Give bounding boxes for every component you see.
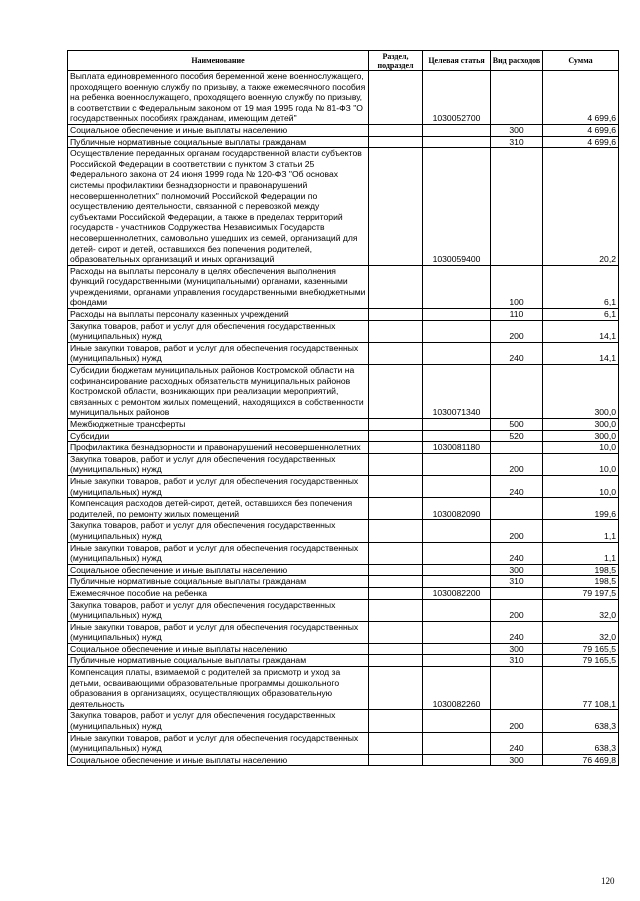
cell-section xyxy=(369,136,423,148)
cell-type xyxy=(491,498,543,520)
table-row xyxy=(68,136,619,148)
cell-target xyxy=(423,542,491,564)
cell-name: Компенсация платы, взимаемой с родителей за присмотр и уход за детьми, осваивающими образовательные программы дошкольного образования в организациях, осуществляющих образовательную деятельность xyxy=(68,667,369,710)
cell-type: 200 xyxy=(491,520,543,542)
table-row xyxy=(68,576,619,588)
table-row xyxy=(68,599,619,621)
cell-name: Иные закупки товаров, работ и услуг для обеспечения государственных (муниципальных) нужд xyxy=(68,342,369,364)
cell-section xyxy=(369,667,423,710)
table-row xyxy=(68,498,619,520)
cell-name: Закупка товаров, работ и услуг для обеспечения государственных (муниципальных) нужд xyxy=(68,520,369,542)
cell-name: Публичные нормативные социальные выплаты гражданам xyxy=(68,655,369,667)
cell-name: Публичные нормативные социальные выплаты гражданам xyxy=(68,576,369,588)
cell-name: Иные закупки товаров, работ и услуг для обеспечения государственных (муниципальных) нужд xyxy=(68,732,369,754)
cell-section xyxy=(369,621,423,643)
cell-section xyxy=(369,442,423,454)
cell-section xyxy=(369,265,423,308)
table-row xyxy=(68,710,619,732)
table-row xyxy=(68,265,619,308)
cell-type xyxy=(491,442,543,454)
cell-sum: 10,0 xyxy=(543,475,619,497)
cell-name: Межбюджетные трансферты xyxy=(68,419,369,431)
cell-name: Иные закупки товаров, работ и услуг для обеспечения государственных (муниципальных) нужд xyxy=(68,542,369,564)
cell-type: 300 xyxy=(491,564,543,576)
cell-type: 500 xyxy=(491,419,543,431)
header-target: Целевая статья xyxy=(423,51,491,71)
table-row xyxy=(68,442,619,454)
cell-target: 1030052700 xyxy=(423,71,491,125)
cell-target: 1030082090 xyxy=(423,498,491,520)
cell-section xyxy=(369,754,423,766)
cell-name: Расходы на выплаты персоналу казенных учреждений xyxy=(68,309,369,321)
cell-section xyxy=(369,520,423,542)
cell-sum: 14,1 xyxy=(543,342,619,364)
table-row xyxy=(68,655,619,667)
cell-name: Профилактика безнадзорности и правонарушений несовершеннолетних xyxy=(68,442,369,454)
cell-target xyxy=(423,564,491,576)
cell-sum: 4 699,6 xyxy=(543,124,619,136)
cell-section xyxy=(369,419,423,431)
cell-name: Социальное обеспечение и иные выплаты населению xyxy=(68,124,369,136)
cell-sum: 198,5 xyxy=(543,576,619,588)
cell-target: 1030059400 xyxy=(423,148,491,266)
cell-section xyxy=(369,655,423,667)
cell-target xyxy=(423,136,491,148)
cell-target xyxy=(423,643,491,655)
cell-name: Закупка товаров, работ и услуг для обеспечения государственных (муниципальных) нужд xyxy=(68,320,369,342)
cell-type: 240 xyxy=(491,475,543,497)
table-row xyxy=(68,71,619,125)
cell-section xyxy=(369,710,423,732)
cell-section xyxy=(369,320,423,342)
cell-target xyxy=(423,621,491,643)
cell-sum: 300,0 xyxy=(543,419,619,431)
cell-target xyxy=(423,265,491,308)
table-row xyxy=(68,542,619,564)
cell-type: 200 xyxy=(491,599,543,621)
cell-type: 200 xyxy=(491,320,543,342)
cell-name: Социальное обеспечение и иные выплаты населению xyxy=(68,754,369,766)
cell-name: Расходы на выплаты персоналу в целях обеспечения выполнения функций государственными (муниципальными) органами, казенными учреждениями, органами управления государственными внебюджетными фондами xyxy=(68,265,369,308)
table-row xyxy=(68,667,619,710)
cell-type: 520 xyxy=(491,430,543,442)
cell-section xyxy=(369,124,423,136)
cell-section xyxy=(369,599,423,621)
cell-sum: 10,0 xyxy=(543,453,619,475)
cell-sum: 1,1 xyxy=(543,520,619,542)
cell-sum: 77 108,1 xyxy=(543,667,619,710)
cell-section xyxy=(369,732,423,754)
cell-section xyxy=(369,643,423,655)
cell-target xyxy=(423,419,491,431)
cell-type xyxy=(491,587,543,599)
cell-sum: 638,3 xyxy=(543,710,619,732)
header-type: Вид расходов xyxy=(491,51,543,71)
cell-name: Закупка товаров, работ и услуг для обеспечения государственных (муниципальных) нужд xyxy=(68,599,369,621)
cell-name: Иные закупки товаров, работ и услуг для обеспечения государственных (муниципальных) нужд xyxy=(68,621,369,643)
cell-sum: 1,1 xyxy=(543,542,619,564)
cell-sum: 79 165,5 xyxy=(543,655,619,667)
cell-sum: 198,5 xyxy=(543,564,619,576)
cell-section xyxy=(369,148,423,266)
table-row xyxy=(68,475,619,497)
cell-sum: 6,1 xyxy=(543,265,619,308)
cell-section xyxy=(369,498,423,520)
cell-sum: 6,1 xyxy=(543,309,619,321)
cell-target xyxy=(423,655,491,667)
table-row xyxy=(68,419,619,431)
cell-name: Ежемесячное пособие на ребенка xyxy=(68,587,369,599)
cell-sum: 79 197,5 xyxy=(543,587,619,599)
cell-name: Закупка товаров, работ и услуг для обеспечения государственных (муниципальных) нужд xyxy=(68,453,369,475)
cell-section xyxy=(369,309,423,321)
cell-target: 1030081180 xyxy=(423,442,491,454)
table-row xyxy=(68,643,619,655)
cell-sum: 4 699,6 xyxy=(543,136,619,148)
cell-target xyxy=(423,320,491,342)
cell-section xyxy=(369,475,423,497)
cell-sum: 79 165,5 xyxy=(543,643,619,655)
cell-section xyxy=(369,430,423,442)
cell-sum: 4 699,6 xyxy=(543,71,619,125)
cell-target xyxy=(423,710,491,732)
cell-section xyxy=(369,365,423,419)
cell-type xyxy=(491,148,543,266)
table-row xyxy=(68,309,619,321)
table-row xyxy=(68,124,619,136)
cell-section xyxy=(369,453,423,475)
cell-name: Публичные нормативные социальные выплаты гражданам xyxy=(68,136,369,148)
cell-section xyxy=(369,564,423,576)
cell-name: Осуществление переданных органам государственной власти субъектов Российской Федерации в соответствии с пунктом 3 статьи 25 Федерального закона от 24 июня 1999 года № 120-ФЗ "Об основах системы профилактики безнадзорности и правонарушений несовершеннолетних" полномочий Российской Федерации по осуществлению деятельности, связанной с перевозкой между субъектами Российской Федерации, а также в пределах территорий государств - участников Содружества Независимых Государств несовершеннолетних, самовольно ушедших из семей, организаций для детей- сирот и детей, оставшихся без попечения родителей, образовательных организаций и иных организаций xyxy=(68,148,369,266)
cell-type: 100 xyxy=(491,265,543,308)
cell-type: 310 xyxy=(491,136,543,148)
cell-section xyxy=(369,542,423,564)
table-row xyxy=(68,453,619,475)
table-row xyxy=(68,430,619,442)
cell-name: Субсидии бюджетам муниципальных районов Костромской области на софинансирование расходных обязательств муниципальных районов Костромской области, возникающих при реализации мероприятий, связанных с ремонтом жилых помещений, находящихся в собственности муниципальных районов xyxy=(68,365,369,419)
table-row xyxy=(68,342,619,364)
table-row xyxy=(68,520,619,542)
cell-sum: 199,6 xyxy=(543,498,619,520)
cell-target: 1030082260 xyxy=(423,667,491,710)
cell-type: 300 xyxy=(491,643,543,655)
cell-type: 300 xyxy=(491,124,543,136)
header-section: Раздел, подраздел xyxy=(369,51,423,71)
cell-type: 310 xyxy=(491,655,543,667)
cell-type: 200 xyxy=(491,453,543,475)
cell-type: 300 xyxy=(491,754,543,766)
cell-type: 240 xyxy=(491,542,543,564)
cell-target xyxy=(423,342,491,364)
cell-type xyxy=(491,365,543,419)
cell-name: Субсидии xyxy=(68,430,369,442)
cell-target xyxy=(423,430,491,442)
cell-target xyxy=(423,309,491,321)
cell-sum: 32,0 xyxy=(543,599,619,621)
table-row xyxy=(68,320,619,342)
cell-target xyxy=(423,599,491,621)
cell-name: Закупка товаров, работ и услуг для обеспечения государственных (муниципальных) нужд xyxy=(68,710,369,732)
cell-target xyxy=(423,754,491,766)
cell-section xyxy=(369,587,423,599)
cell-name: Выплата единовременного пособия беременной жене военнослужащего, проходящего военную службу по призыву, а также ежемесячного пособия на ребенка военнослужащего, проходящего военную службу по призыву, в соответствии с Федеральным законом от 19 мая 1995 года № 81-ФЗ "О государственных пособиях гражданам, имеющим детей" xyxy=(68,71,369,125)
cell-target xyxy=(423,520,491,542)
cell-sum: 32,0 xyxy=(543,621,619,643)
cell-type: 240 xyxy=(491,342,543,364)
table-row xyxy=(68,754,619,766)
header-name: Наименование xyxy=(68,51,369,71)
cell-section xyxy=(369,71,423,125)
cell-type: 240 xyxy=(491,732,543,754)
cell-sum: 300,0 xyxy=(543,365,619,419)
table-row xyxy=(68,148,619,266)
cell-type: 200 xyxy=(491,710,543,732)
cell-sum: 20,2 xyxy=(543,148,619,266)
table-row xyxy=(68,621,619,643)
cell-section xyxy=(369,576,423,588)
table-row xyxy=(68,732,619,754)
cell-type: 110 xyxy=(491,309,543,321)
table-row xyxy=(68,564,619,576)
cell-sum: 300,0 xyxy=(543,430,619,442)
cell-sum: 638,3 xyxy=(543,732,619,754)
cell-type xyxy=(491,71,543,125)
cell-target: 1030082200 xyxy=(423,587,491,599)
cell-target: 1030071340 xyxy=(423,365,491,419)
cell-name: Иные закупки товаров, работ и услуг для обеспечения государственных (муниципальных) нужд xyxy=(68,475,369,497)
cell-type: 240 xyxy=(491,621,543,643)
cell-target xyxy=(423,453,491,475)
table-row xyxy=(68,365,619,419)
cell-name: Компенсация расходов детей-сирот, детей, оставшихся без попечения родителей, по ремонту жилых помещений xyxy=(68,498,369,520)
page-number: 120 xyxy=(601,876,615,886)
budget-table xyxy=(67,50,619,766)
cell-sum: 10,0 xyxy=(543,442,619,454)
cell-target xyxy=(423,124,491,136)
cell-section xyxy=(369,342,423,364)
cell-name: Социальное обеспечение и иные выплаты населению xyxy=(68,643,369,655)
cell-target xyxy=(423,576,491,588)
cell-type xyxy=(491,667,543,710)
cell-name: Социальное обеспечение и иные выплаты населению xyxy=(68,564,369,576)
cell-target xyxy=(423,732,491,754)
cell-sum: 14,1 xyxy=(543,320,619,342)
cell-type: 310 xyxy=(491,576,543,588)
table-header-row xyxy=(68,51,619,71)
table-body xyxy=(68,71,619,766)
header-sum: Сумма xyxy=(543,51,619,71)
table-row xyxy=(68,587,619,599)
cell-sum: 76 469,8 xyxy=(543,754,619,766)
cell-target xyxy=(423,475,491,497)
